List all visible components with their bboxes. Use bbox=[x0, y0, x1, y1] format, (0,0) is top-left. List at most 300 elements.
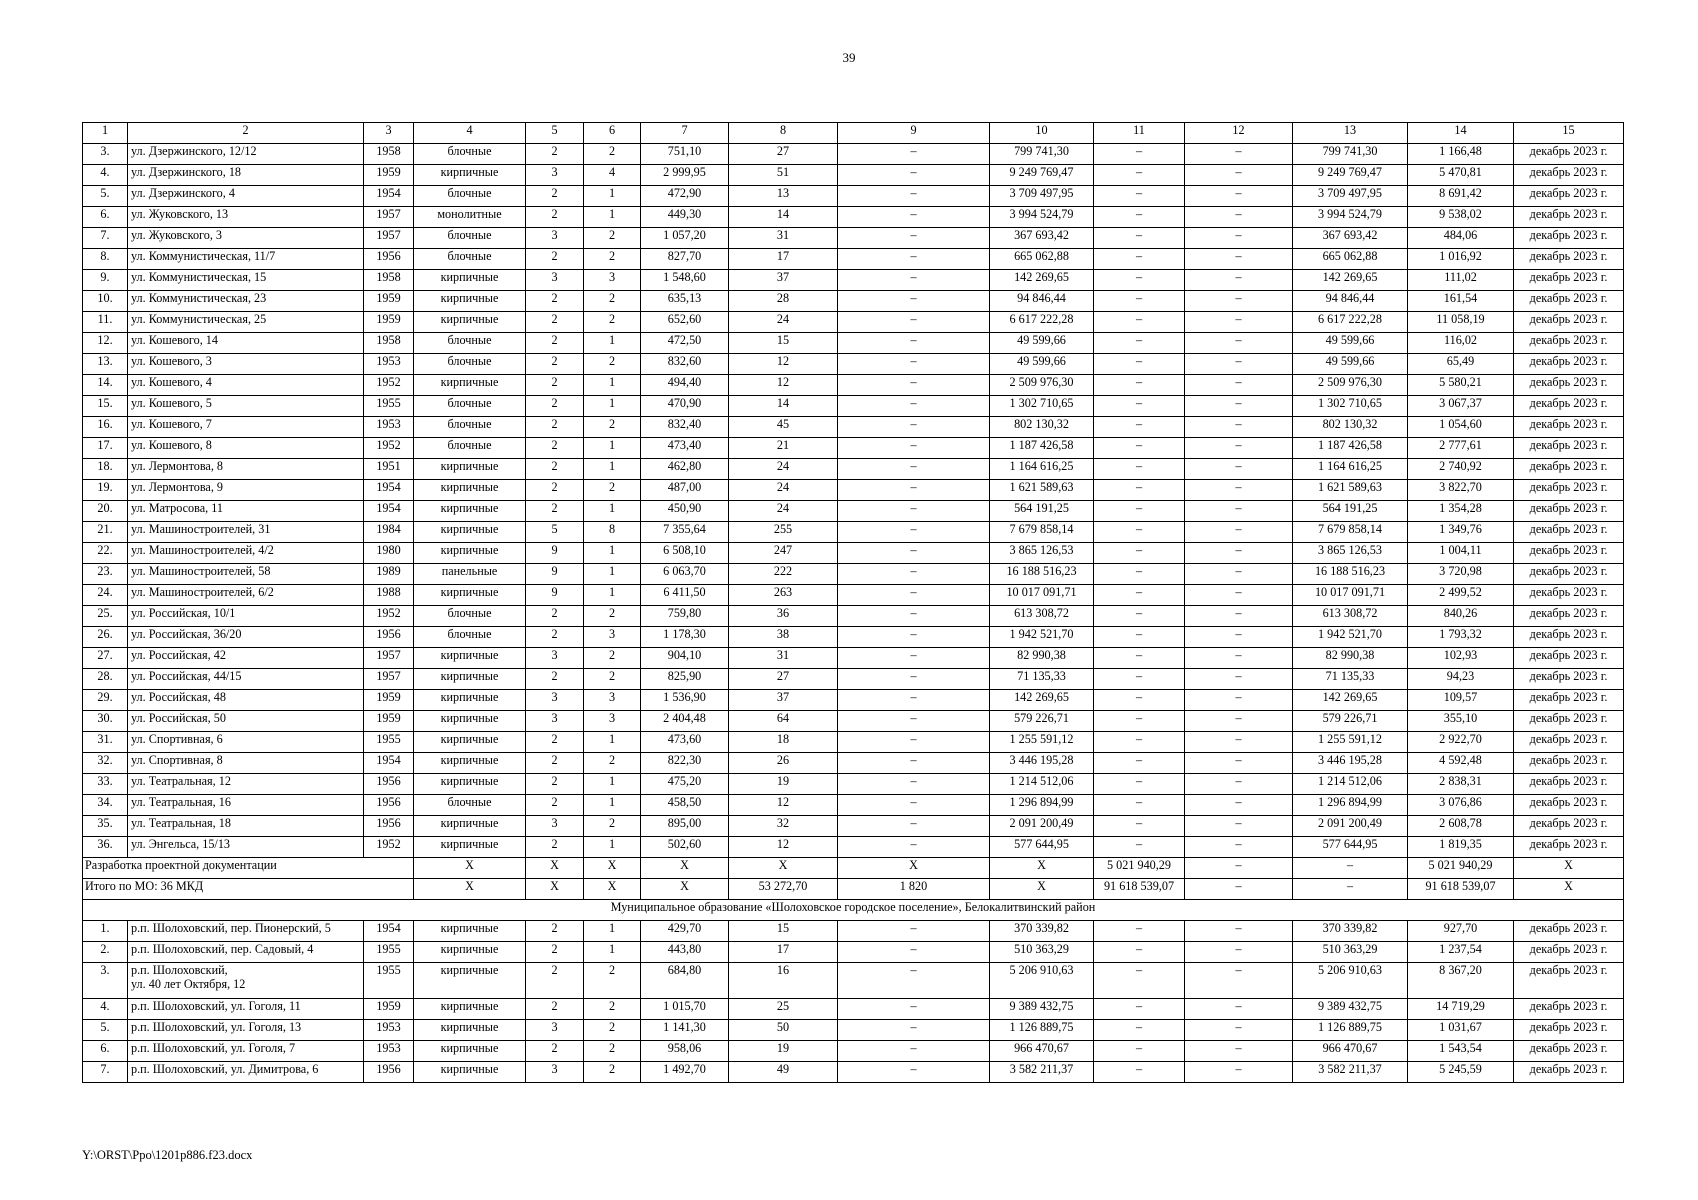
table-row bbox=[83, 816, 1624, 837]
table-cell: 8 691,42 bbox=[1408, 186, 1514, 207]
table-cell: – bbox=[1094, 669, 1185, 690]
table-cell: 1 214 512,06 bbox=[990, 774, 1094, 795]
table-cell: ул. Спортивная, 8 bbox=[128, 753, 364, 774]
table-cell: 65,49 bbox=[1408, 354, 1514, 375]
table-cell: 825,90 bbox=[641, 669, 729, 690]
table-cell: – bbox=[1185, 753, 1293, 774]
table-cell: 71 135,33 bbox=[1293, 669, 1408, 690]
table-cell: 49 599,66 bbox=[990, 354, 1094, 375]
table-cell: – bbox=[1185, 711, 1293, 732]
table-cell: 3 bbox=[526, 816, 584, 837]
table-cell: X bbox=[641, 879, 729, 900]
table-cell: – bbox=[1094, 795, 1185, 816]
table-cell: р.п. Шолоховский, ул. 40 лет Октября, 12 bbox=[128, 963, 364, 999]
table-cell: 1 349,76 bbox=[1408, 522, 1514, 543]
table-cell: 17 bbox=[729, 942, 838, 963]
column-number-cell: 8 bbox=[729, 123, 838, 144]
table-cell: 2 bbox=[526, 606, 584, 627]
table-cell: блочные bbox=[414, 354, 526, 375]
table-cell: 2 091 200,49 bbox=[990, 816, 1094, 837]
table-cell: блочные bbox=[414, 228, 526, 249]
table-cell: 4. bbox=[83, 999, 128, 1020]
table-cell: 2 bbox=[584, 963, 641, 999]
table-cell: 510 363,29 bbox=[1293, 942, 1408, 963]
table-cell: – bbox=[1094, 144, 1185, 165]
table-cell: 24. bbox=[83, 585, 128, 606]
table-cell: 1 164 616,25 bbox=[990, 459, 1094, 480]
table-row bbox=[83, 270, 1624, 291]
table-cell: декабрь 2023 г. bbox=[1514, 1041, 1624, 1062]
table-cell: – bbox=[1094, 1041, 1185, 1062]
table-cell: 1 255 591,12 bbox=[1293, 732, 1408, 753]
table-cell: 5 021 940,29 bbox=[1094, 858, 1185, 879]
table-cell: – bbox=[1185, 816, 1293, 837]
table-cell: – bbox=[1185, 354, 1293, 375]
table-cell: – bbox=[1185, 606, 1293, 627]
table-cell: – bbox=[1185, 837, 1293, 858]
table-cell: 15. bbox=[83, 396, 128, 417]
table-cell: ул. Коммунистическая, 15 bbox=[128, 270, 364, 291]
table-cell: 49 bbox=[729, 1062, 838, 1083]
table-cell: 6 617 222,28 bbox=[990, 312, 1094, 333]
table-cell: 4 592,48 bbox=[1408, 753, 1514, 774]
table-cell: 27 bbox=[729, 669, 838, 690]
table-cell: декабрь 2023 г. bbox=[1514, 186, 1624, 207]
table-cell: 18. bbox=[83, 459, 128, 480]
table-cell: 613 308,72 bbox=[1293, 606, 1408, 627]
table-cell: 1956 bbox=[364, 249, 414, 270]
table-cell: 1958 bbox=[364, 333, 414, 354]
table-cell: кирпичные bbox=[414, 837, 526, 858]
table-cell: – bbox=[1094, 480, 1185, 501]
table-cell: 2 bbox=[526, 186, 584, 207]
table-cell: – bbox=[1094, 438, 1185, 459]
table-cell: – bbox=[1094, 396, 1185, 417]
table-cell: – bbox=[838, 816, 990, 837]
table-cell: 1 bbox=[584, 459, 641, 480]
table-cell: – bbox=[1094, 627, 1185, 648]
table-cell: 1955 bbox=[364, 942, 414, 963]
table-cell: декабрь 2023 г. bbox=[1514, 228, 1624, 249]
table-cell: – bbox=[1094, 732, 1185, 753]
table-cell: 470,90 bbox=[641, 396, 729, 417]
table-cell: 822,30 bbox=[641, 753, 729, 774]
table-cell: 6 411,50 bbox=[641, 585, 729, 606]
table-cell: 472,90 bbox=[641, 186, 729, 207]
table-cell: 2 bbox=[526, 921, 584, 942]
table-cell: р.п. Шолоховский, ул. Димитрова, 6 bbox=[128, 1062, 364, 1083]
table-cell: 5 580,21 bbox=[1408, 375, 1514, 396]
table-cell: ул. Российская, 36/20 bbox=[128, 627, 364, 648]
table-cell: 1 bbox=[584, 543, 641, 564]
table-cell: 10. bbox=[83, 291, 128, 312]
table-cell: 20. bbox=[83, 501, 128, 522]
summary-label: Итого по МО: 36 МКД bbox=[83, 879, 414, 900]
table-cell: 2 bbox=[526, 396, 584, 417]
table-cell: – bbox=[1094, 186, 1185, 207]
table-cell: кирпичные bbox=[414, 732, 526, 753]
table-cell: 1959 bbox=[364, 165, 414, 186]
table-cell: 102,93 bbox=[1408, 648, 1514, 669]
table-cell: р.п. Шолоховский, ул. Гоголя, 13 bbox=[128, 1020, 364, 1041]
table-cell: – bbox=[1094, 417, 1185, 438]
table-cell: 3 bbox=[526, 1062, 584, 1083]
table-cell: 2 bbox=[584, 228, 641, 249]
table-cell: 6. bbox=[83, 1041, 128, 1062]
table-cell: – bbox=[838, 480, 990, 501]
table-cell: 64 bbox=[729, 711, 838, 732]
table-cell: 9 bbox=[526, 543, 584, 564]
data-table bbox=[82, 122, 1624, 1083]
table-cell: – bbox=[1185, 270, 1293, 291]
table-cell: 3 bbox=[584, 711, 641, 732]
table-cell: кирпичные bbox=[414, 1062, 526, 1083]
table-cell: 116,02 bbox=[1408, 333, 1514, 354]
table-row bbox=[83, 144, 1624, 165]
table-cell: 142 269,65 bbox=[1293, 270, 1408, 291]
table-cell: 564 191,25 bbox=[990, 501, 1094, 522]
table-cell: кирпичные bbox=[414, 711, 526, 732]
table-cell: – bbox=[1185, 249, 1293, 270]
table-cell: 255 bbox=[729, 522, 838, 543]
table-cell: 36. bbox=[83, 837, 128, 858]
table-cell: 27. bbox=[83, 648, 128, 669]
table-cell: 2. bbox=[83, 942, 128, 963]
column-number-cell: 11 bbox=[1094, 123, 1185, 144]
table-cell: 1956 bbox=[364, 816, 414, 837]
table-cell: – bbox=[838, 543, 990, 564]
table-cell: 802 130,32 bbox=[990, 417, 1094, 438]
table-cell: – bbox=[1094, 648, 1185, 669]
table-cell: – bbox=[1185, 858, 1293, 879]
table-cell: 2 bbox=[526, 1041, 584, 1062]
table-cell: 7. bbox=[83, 1062, 128, 1083]
table-cell: 2 bbox=[526, 501, 584, 522]
table-cell: блочные bbox=[414, 417, 526, 438]
table-cell: 2 bbox=[584, 1041, 641, 1062]
table-cell: 1953 bbox=[364, 417, 414, 438]
table-cell: 53 272,70 bbox=[729, 879, 838, 900]
table-cell: 2 bbox=[526, 459, 584, 480]
table-cell: 635,13 bbox=[641, 291, 729, 312]
table-cell: 1953 bbox=[364, 1020, 414, 1041]
table-cell: X bbox=[838, 858, 990, 879]
table-row bbox=[83, 459, 1624, 480]
table-cell: декабрь 2023 г. bbox=[1514, 480, 1624, 501]
table-cell: декабрь 2023 г. bbox=[1514, 1020, 1624, 1041]
table-cell: ул. Дзержинского, 18 bbox=[128, 165, 364, 186]
table-cell: 1 bbox=[584, 207, 641, 228]
table-row bbox=[83, 963, 1624, 999]
table-cell: 1959 bbox=[364, 291, 414, 312]
table-cell: ул. Кошевого, 4 bbox=[128, 375, 364, 396]
table-row bbox=[83, 921, 1624, 942]
table-cell: 2 bbox=[526, 669, 584, 690]
table-cell: – bbox=[1185, 291, 1293, 312]
column-number-cell: 4 bbox=[414, 123, 526, 144]
table-cell: 11 058,19 bbox=[1408, 312, 1514, 333]
table-cell: 577 644,95 bbox=[990, 837, 1094, 858]
table-cell: декабрь 2023 г. bbox=[1514, 606, 1624, 627]
table-row bbox=[83, 207, 1624, 228]
table-cell: – bbox=[1094, 249, 1185, 270]
table-row bbox=[83, 375, 1624, 396]
table-cell: 17 bbox=[729, 249, 838, 270]
table-cell: 5 470,81 bbox=[1408, 165, 1514, 186]
table-cell: кирпичные bbox=[414, 1041, 526, 1062]
table-cell: – bbox=[1094, 312, 1185, 333]
table-cell: – bbox=[1185, 1020, 1293, 1041]
table-cell: 6 063,70 bbox=[641, 564, 729, 585]
table-cell: 9 389 432,75 bbox=[1293, 999, 1408, 1020]
table-row bbox=[83, 711, 1624, 732]
table-cell: 802 130,32 bbox=[1293, 417, 1408, 438]
table-cell: – bbox=[1185, 1041, 1293, 1062]
table-row bbox=[83, 312, 1624, 333]
table-cell: 33. bbox=[83, 774, 128, 795]
table-cell: 1980 bbox=[364, 543, 414, 564]
table-cell: блочные bbox=[414, 396, 526, 417]
table-cell: декабрь 2023 г. bbox=[1514, 585, 1624, 606]
table-cell: 473,40 bbox=[641, 438, 729, 459]
table-cell: 28. bbox=[83, 669, 128, 690]
table-cell: X bbox=[584, 879, 641, 900]
table-cell: 1958 bbox=[364, 270, 414, 291]
table-cell: 1 820 bbox=[838, 879, 990, 900]
table-cell: – bbox=[838, 795, 990, 816]
table-cell: 1 536,90 bbox=[641, 690, 729, 711]
table-cell: – bbox=[1185, 228, 1293, 249]
table-row bbox=[83, 648, 1624, 669]
page-number: 39 bbox=[842, 50, 856, 65]
table-cell: 473,60 bbox=[641, 732, 729, 753]
table-cell: ул. Спортивная, 6 bbox=[128, 732, 364, 753]
table-cell: 8 bbox=[584, 522, 641, 543]
table-cell: декабрь 2023 г. bbox=[1514, 501, 1624, 522]
table-cell: – bbox=[1094, 165, 1185, 186]
table-cell: 37 bbox=[729, 690, 838, 711]
table-cell: 51 bbox=[729, 165, 838, 186]
table-cell: 1 548,60 bbox=[641, 270, 729, 291]
table-cell: 1 354,28 bbox=[1408, 501, 1514, 522]
table-cell: 1 492,70 bbox=[641, 1062, 729, 1083]
table-cell: 12. bbox=[83, 333, 128, 354]
table-cell: 1 bbox=[584, 585, 641, 606]
table-cell: 28 bbox=[729, 291, 838, 312]
table-cell: 4 bbox=[584, 165, 641, 186]
table-cell: – bbox=[838, 999, 990, 1020]
table-cell: 2 bbox=[526, 999, 584, 1020]
column-number-cell: 13 bbox=[1293, 123, 1408, 144]
table-cell: декабрь 2023 г. bbox=[1514, 291, 1624, 312]
column-number-cell: 14 bbox=[1408, 123, 1514, 144]
table-cell: 1959 bbox=[364, 312, 414, 333]
table-cell: кирпичные bbox=[414, 585, 526, 606]
table-cell: – bbox=[1185, 921, 1293, 942]
table-cell: 2 bbox=[584, 669, 641, 690]
table-cell: – bbox=[838, 291, 990, 312]
table-cell: – bbox=[1185, 459, 1293, 480]
table-cell: – bbox=[1185, 942, 1293, 963]
table-cell: – bbox=[838, 1041, 990, 1062]
table-cell: декабрь 2023 г. bbox=[1514, 543, 1624, 564]
footer-file-path: Y:\ORST\Ppo\1201p886.f23.docx bbox=[82, 1148, 253, 1162]
table-row bbox=[83, 669, 1624, 690]
table-cell: – bbox=[1185, 312, 1293, 333]
table-cell: декабрь 2023 г. bbox=[1514, 312, 1624, 333]
table-cell: 31. bbox=[83, 732, 128, 753]
table-cell: кирпичные bbox=[414, 753, 526, 774]
table-cell: – bbox=[1094, 774, 1185, 795]
table-cell: 7 679 858,14 bbox=[1293, 522, 1408, 543]
table-cell: – bbox=[1185, 207, 1293, 228]
column-number-cell: 12 bbox=[1185, 123, 1293, 144]
table-cell: 1 bbox=[584, 732, 641, 753]
table-cell: 1 166,48 bbox=[1408, 144, 1514, 165]
table-cell: 1 302 710,65 bbox=[990, 396, 1094, 417]
table-cell: 3 582 211,37 bbox=[1293, 1062, 1408, 1083]
table-row bbox=[83, 942, 1624, 963]
table-cell: 475,20 bbox=[641, 774, 729, 795]
table-cell: 9 bbox=[526, 564, 584, 585]
table-cell: 1 942 521,70 bbox=[990, 627, 1094, 648]
table-cell: – bbox=[1185, 522, 1293, 543]
table-cell: – bbox=[838, 165, 990, 186]
table-cell: 1952 bbox=[364, 438, 414, 459]
table-cell: 1 237,54 bbox=[1408, 942, 1514, 963]
table-cell: – bbox=[1094, 690, 1185, 711]
table-cell: 2 499,52 bbox=[1408, 585, 1514, 606]
table-row bbox=[83, 396, 1624, 417]
table-cell: 5 245,59 bbox=[1408, 1062, 1514, 1083]
table-cell: 1952 bbox=[364, 606, 414, 627]
table-cell: – bbox=[1094, 999, 1185, 1020]
table-row bbox=[83, 186, 1624, 207]
table-cell: 2 bbox=[584, 816, 641, 837]
table-cell: 1988 bbox=[364, 585, 414, 606]
table-cell: ул. Дзержинского, 4 bbox=[128, 186, 364, 207]
table-cell: 3 446 195,28 bbox=[1293, 753, 1408, 774]
table-cell: 49 599,66 bbox=[1293, 333, 1408, 354]
table-cell: ул. Жуковского, 3 bbox=[128, 228, 364, 249]
table-cell: 2 bbox=[526, 795, 584, 816]
table-cell: р.п. Шолоховский, ул. Гоголя, 7 bbox=[128, 1041, 364, 1062]
table-cell: – bbox=[1094, 228, 1185, 249]
table-row bbox=[83, 501, 1624, 522]
table-cell: – bbox=[1094, 753, 1185, 774]
table-cell: X bbox=[526, 858, 584, 879]
table-cell: 91 618 539,07 bbox=[1408, 879, 1514, 900]
table-cell: кирпичные bbox=[414, 291, 526, 312]
table-cell: – bbox=[838, 711, 990, 732]
table-cell: 1 bbox=[584, 564, 641, 585]
table-cell: 2 091 200,49 bbox=[1293, 816, 1408, 837]
table-cell: 1957 bbox=[364, 648, 414, 669]
table-cell: 1 793,32 bbox=[1408, 627, 1514, 648]
table-cell: – bbox=[838, 1020, 990, 1041]
table-cell: 577 644,95 bbox=[1293, 837, 1408, 858]
table-cell: – bbox=[838, 564, 990, 585]
table-cell: ул. Российская, 48 bbox=[128, 690, 364, 711]
table-cell: – bbox=[1094, 585, 1185, 606]
table-cell: ул. Театральная, 18 bbox=[128, 816, 364, 837]
table-row bbox=[83, 564, 1624, 585]
table-cell: 247 bbox=[729, 543, 838, 564]
table-cell: декабрь 2023 г. bbox=[1514, 669, 1624, 690]
table-cell: – bbox=[1185, 585, 1293, 606]
table-row bbox=[83, 1062, 1624, 1083]
table-cell: 1957 bbox=[364, 207, 414, 228]
table-row bbox=[83, 480, 1624, 501]
table-cell: – bbox=[1185, 879, 1293, 900]
table-cell: 142 269,65 bbox=[990, 690, 1094, 711]
table-cell: 5. bbox=[83, 186, 128, 207]
table-cell: 3 bbox=[526, 165, 584, 186]
table-cell: декабрь 2023 г. bbox=[1514, 711, 1624, 732]
table-cell: – bbox=[1094, 564, 1185, 585]
table-cell: 1954 bbox=[364, 753, 414, 774]
table-cell: 1 126 889,75 bbox=[1293, 1020, 1408, 1041]
table-cell: кирпичные bbox=[414, 165, 526, 186]
table-cell: ул. Лермонтова, 8 bbox=[128, 459, 364, 480]
table-cell: 2 404,48 bbox=[641, 711, 729, 732]
table-cell: 1 543,54 bbox=[1408, 1041, 1514, 1062]
table-cell: ул. Энгельса, 15/13 bbox=[128, 837, 364, 858]
table-cell: 27 bbox=[729, 144, 838, 165]
table-cell: – bbox=[838, 963, 990, 999]
table-cell: 71 135,33 bbox=[990, 669, 1094, 690]
table-cell: кирпичные bbox=[414, 963, 526, 999]
table-cell: 1954 bbox=[364, 501, 414, 522]
table-cell: 895,00 bbox=[641, 816, 729, 837]
table-cell: – bbox=[1094, 291, 1185, 312]
table-cell: 1956 bbox=[364, 774, 414, 795]
table-cell: 2 608,78 bbox=[1408, 816, 1514, 837]
table-cell: 21 bbox=[729, 438, 838, 459]
table-cell: – bbox=[1094, 522, 1185, 543]
table-cell: – bbox=[838, 585, 990, 606]
table-cell: 759,80 bbox=[641, 606, 729, 627]
column-number-cell: 1 bbox=[83, 123, 128, 144]
table-cell: декабрь 2023 г. bbox=[1514, 354, 1624, 375]
column-number-row bbox=[83, 123, 1624, 144]
table-cell: 2 bbox=[526, 207, 584, 228]
table-cell: 665 062,88 bbox=[990, 249, 1094, 270]
table-row bbox=[83, 732, 1624, 753]
table-cell: 1957 bbox=[364, 228, 414, 249]
table-cell: кирпичные bbox=[414, 480, 526, 501]
table-cell: 31 bbox=[729, 228, 838, 249]
table-cell: 3 bbox=[526, 228, 584, 249]
table-cell: 613 308,72 bbox=[990, 606, 1094, 627]
table-cell: – bbox=[1094, 501, 1185, 522]
table-cell: 12 bbox=[729, 795, 838, 816]
table-cell: 222 bbox=[729, 564, 838, 585]
table-cell: 2 509 976,30 bbox=[990, 375, 1094, 396]
table-cell: – bbox=[838, 270, 990, 291]
table-cell: ул. Машиностроителей, 6/2 bbox=[128, 585, 364, 606]
table-cell: 37 bbox=[729, 270, 838, 291]
table-cell: 1 016,92 bbox=[1408, 249, 1514, 270]
table-cell: 3 bbox=[526, 648, 584, 669]
table-cell: – bbox=[1094, 1020, 1185, 1041]
table-cell: – bbox=[838, 354, 990, 375]
table-row bbox=[83, 522, 1624, 543]
table-cell: 25. bbox=[83, 606, 128, 627]
table-cell: 3 709 497,95 bbox=[1293, 186, 1408, 207]
table-cell: 1959 bbox=[364, 711, 414, 732]
table-row bbox=[83, 228, 1624, 249]
